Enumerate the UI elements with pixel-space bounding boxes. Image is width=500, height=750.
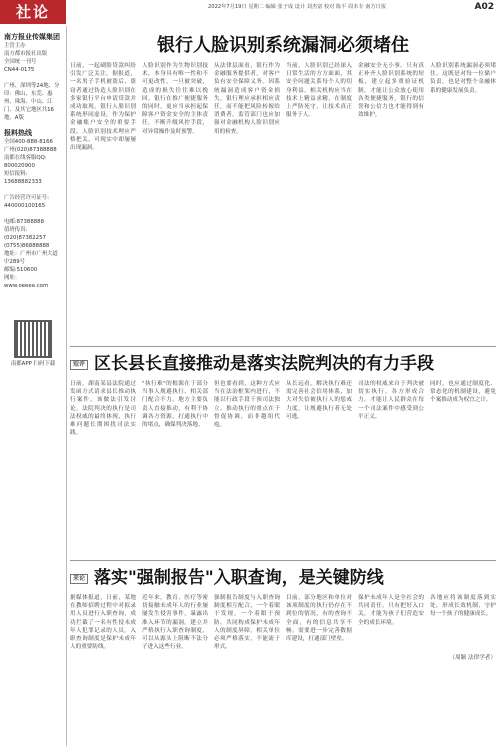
article-1-col: 当前，人脸识别已经深入日常生活的方方面面，其安全问题关系每个人的切身利益。相关机构应当在技术上精益求精，在制度上严防死守，让技术真正服务于人。	[286, 63, 352, 119]
article-3-title: 落实"强制报告"入职查询，是关键防线	[94, 568, 384, 588]
sidebar-tel: 电邮:87388888	[4, 219, 45, 225]
sidebar-ad-head: 广告经营许可证号:	[4, 195, 49, 201]
article-3	[70, 566, 496, 661]
article-2-col: 同时，也应通过制度化、常态化的机制建设，避免个案推动成为权宜之计。	[430, 381, 496, 404]
article-2-col: 日前，湖南某县法院通过发函方式请求县长推动执行案件，该做法引发讨论。法院判决的执行是司法权威的最终体现，执行难问题长期困扰司法实践。	[70, 381, 136, 437]
sidebar-web2: www.oeeee.com	[4, 283, 49, 289]
article-3-col: 保护未成年人是全社会的共同责任。只有把好入口关，才能为孩子们营造安全的成长环境。	[358, 595, 424, 626]
sidebar-fax-no: (020)87382257	[4, 235, 46, 241]
article-3-body	[70, 594, 496, 651]
sidebar-tip-head: 报料热线	[4, 129, 32, 137]
article-1-col: 人脸识别作为生物识别技术，本身具有唯一性和不可更改性，一旦被突破，造成的损失往往难以挽回。银行在推广便捷服务的同时，更应当承担起保障客户资金安全的主体责任，不断升级风控手段，对异常操作及时预警。	[142, 63, 208, 135]
article-1-col: 金融安全无小事。只有真正补齐人脸识别系统的短板，建立起多重验证机制，才能让公众放心使用各类便捷服务，银行的信誉和公信力也才能得到有效维护。	[358, 63, 424, 119]
article-3-col: 目前，部分地区和单位对该项制度的执行仍存在不到位的情况，有的查询不全面，有的信息共享不畅。需要进一步完善数据库建设，打通部门壁垒。	[286, 595, 352, 643]
sidebar-org3: 南方都市报社出版	[4, 51, 48, 57]
article-2-tag: 短评	[70, 360, 88, 370]
article-3-col: 强制报告制度与入职查询制度相互配合，一个着眼于发现，一个着眼于预防，共同构成保护未成年人的制度屏障。相关单位必须严格落实，不能流于形式。	[214, 595, 280, 651]
divider	[70, 346, 496, 347]
sidebar-org2: 主管主办	[4, 43, 26, 49]
sidebar-zip: 邮编:510600	[4, 267, 38, 273]
article-1-col: 从法律层面看，银行作为金融服务提供者，对客户负有安全保障义务。因系统漏洞造成客户资金损失，银行理应承担相应责任，而不能把风险转嫁给消费者。监管部门也应加强对金融机构人脸识别应用的检查。	[214, 63, 280, 135]
qr-caption: 南都APP 扫码下载	[10, 361, 56, 367]
article-3-col: 据媒体报道，日前，某地在教师招聘过程中对拟录用人员进行入职查询，成功拦截了一名有性侵未成年人犯罪记录的人员。入职查询制度是保护未成年人的重要防线。	[70, 595, 136, 651]
sidebar-tip2: 广州(020)87388888	[4, 147, 57, 153]
article-1	[70, 34, 496, 152]
sidebar-cn: 全国统一刊号	[4, 59, 37, 65]
sidebar-fax: 值班传真:	[4, 227, 28, 233]
article-1-col: 人脸识别系统漏洞必须堵住。这既是对每一位储户负责，也是对整个金融体系的健康发展负责。	[430, 63, 496, 94]
article-2-col: 司法的权威来自于判决被切实执行。各方形成合力，才能让人民群众在每一个司法案件中感受到公平正义。	[358, 381, 424, 420]
sidebar-cn-no: CN44-0175	[4, 67, 35, 73]
sidebar-addr: 地址：广州市广州大道中289号	[4, 251, 58, 265]
sidebar-print-head: 广州、深圳等24地、分	[4, 83, 60, 89]
sidebar-tip4: 800020900	[4, 163, 35, 169]
qr-code-icon[interactable]	[14, 320, 52, 358]
page-meta: 2022年7月19日 星期二 编辑 张子成 设计 刘杰富 校对 陈平 周末专 南方日报	[208, 4, 387, 10]
divider	[70, 560, 496, 561]
sidebar-tip5: 短信报料:	[4, 171, 28, 177]
sidebar	[0, 26, 67, 746]
article-3-tag: 来论	[70, 574, 88, 584]
section-title: 社论	[0, 0, 66, 24]
article-2-col: 但也要看到，这种方式应当在法治框架内进行，不能以行政手段干预司法独立。推动执行的重点在于督促协调，而非越俎代庖。	[214, 381, 280, 429]
article-2	[70, 352, 496, 437]
article-2-body	[70, 380, 496, 437]
article-2-col: 从长远看，解决执行难还需完善社会信用体系，加大对失信被执行人的惩戒力度，让规避执行者无处可逃。	[286, 381, 352, 420]
sidebar-tip3: 南都在线客服QQ:	[4, 155, 47, 161]
article-2-col: "执行难"的根源在于部分当事人规避执行、相关部门配合不力。地方主要负责人直接推动，有利于协调各方资源，打通执行中的堵点，确保判决落地。	[142, 381, 208, 429]
article-1-col: 日前，一起刷脸贷款纠纷引发广泛关注。据报道，一名男子手机被盗后，盗窃者通过伪造人脸识别在多家银行平台申请贷款并成功取现，银行人脸识别系统形同虚设。作为保护金融账户安全的重要手段，人脸识别技术理应严格把关，可现实中却屡屡出现漏洞。	[70, 63, 136, 152]
article-3-col: 近年来，教育、医疗等密切接触未成年人的行业屡屡发生侵害事件，暴露出准入环节的漏洞。建立并严格执行入职查询制度，可以从源头上阻断不法分子进入这些行业。	[142, 595, 208, 651]
article-3-author: （周颖 法律学者）	[449, 655, 496, 662]
article-1-title: 银行人脸识别系统漏洞必须堵住	[157, 35, 409, 56]
sidebar-tip1: 全国400-888-8166	[4, 139, 53, 145]
article-3-col: 各地应将该制度落到实处，形成长效机制，守护每一个孩子的健康成长。	[430, 595, 496, 618]
sidebar-ad-no: 440000100165	[4, 203, 46, 209]
sidebar-print-body: 印：佛山、东莞、惠州、珠海、中山、江门、及其它地区共16地、A版	[4, 91, 54, 121]
article-1-body	[70, 62, 496, 152]
sidebar-web: 网址：	[4, 275, 21, 281]
sidebar-org: 南方报业传媒集团	[4, 33, 60, 41]
sidebar-tip6: 13688882333	[4, 179, 42, 185]
sidebar-fax2: (0755)86888888	[4, 243, 50, 249]
page-header	[0, 0, 500, 24]
article-2-title: 区长县长直接推动是落实法院判决的有力手段	[94, 354, 435, 374]
page-number: A02	[474, 2, 494, 12]
